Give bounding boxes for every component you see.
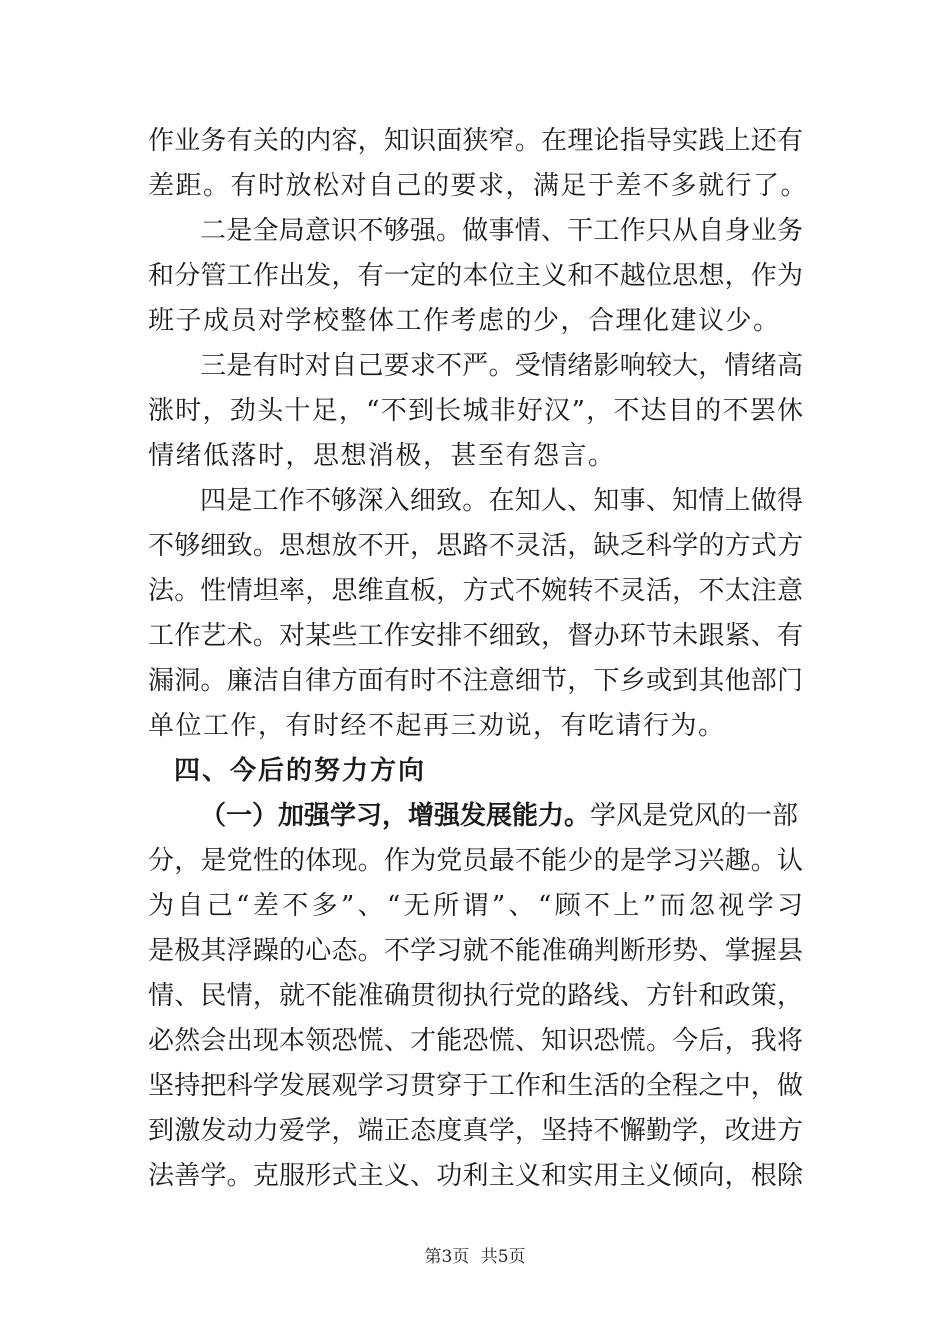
body-line: 为自己“差不多”、“无所谓”、“顾不上”而忽视学习 xyxy=(148,891,803,921)
body-line: 班子成员对学校整体工作考虑的少，合理化建议少。 xyxy=(148,306,781,336)
body-line: 作业务有关的内容，知识面狭窄。在理论指导实践上还有 xyxy=(148,126,803,156)
body-line: 和分管工作出发，有一定的本位主义和不越位思想，作为 xyxy=(148,261,803,291)
page-number: 第3页 xyxy=(424,1247,470,1267)
body-line: 分，是党性的体现。作为党员最不能少的是学习兴趣。认 xyxy=(148,846,803,876)
body-line: 必然会出现本领恐慌、才能恐慌、知识恐慌。今后，我将 xyxy=(148,1026,803,1056)
body-line: 工作艺术。对某些工作安排不细致，督办环节未跟紧、有 xyxy=(148,621,803,651)
body-line: 漏洞。廉洁自律方面有时不注意细节，下乡或到其他部门 xyxy=(148,666,803,696)
body-line: 情、民情，就不能准确贯彻执行党的路线、方针和政策， xyxy=(148,981,803,1011)
page-total: 共5页 xyxy=(480,1247,526,1267)
paragraph-first-line: 三是有时对自己要求不严。受情绪影响较大，情绪高 xyxy=(200,351,803,381)
body-line: 是极其浮躁的心态。不学习就不能准确判断形势、掌握县 xyxy=(148,936,803,966)
section-heading: 四、今后的努力方向 xyxy=(174,756,427,786)
body-line: 坚持把科学发展观学习贯穿于工作和生活的全程之中，做 xyxy=(148,1071,803,1101)
body-line: 不够细致。思想放不开，思路不灵活，缺乏科学的方式方 xyxy=(148,531,803,561)
page-footer xyxy=(0,1246,950,1268)
body-line: 单位工作，有时经不起再三劝说，有吃请行为。 xyxy=(148,711,726,741)
subheading-line xyxy=(200,799,803,833)
paragraph-first-line: 二是全局意识不够强。做事情、干工作只从自身业务 xyxy=(200,216,803,246)
body-line: 法善学。克服形式主义、功利主义和实用主义倾向，根除 xyxy=(148,1161,803,1191)
body-line: 涨时，劲头十足，“不到长城非好汉”，不达目的不罢休 xyxy=(148,396,803,426)
body-line: 差距。有时放松对自己的要求，满足于差不多就行了。 xyxy=(148,171,809,201)
subheading-title: （一）加强学习，增强发展能力。 xyxy=(200,801,591,831)
subheading-text: 学风是党风的一部 xyxy=(590,801,799,831)
paragraph-first-line: 四是工作不够深入细致。在知人、知事、知情上做得 xyxy=(200,486,803,516)
body-line: 法。性情坦率，思维直板，方式不婉转不灵活，不太注意 xyxy=(148,576,803,606)
body-line: 情绪低落时，思想消极，甚至有怨言。 xyxy=(148,441,616,471)
body-line: 到激发动力爱学，端正态度真学，坚持不懈勤学，改进方 xyxy=(148,1116,803,1146)
